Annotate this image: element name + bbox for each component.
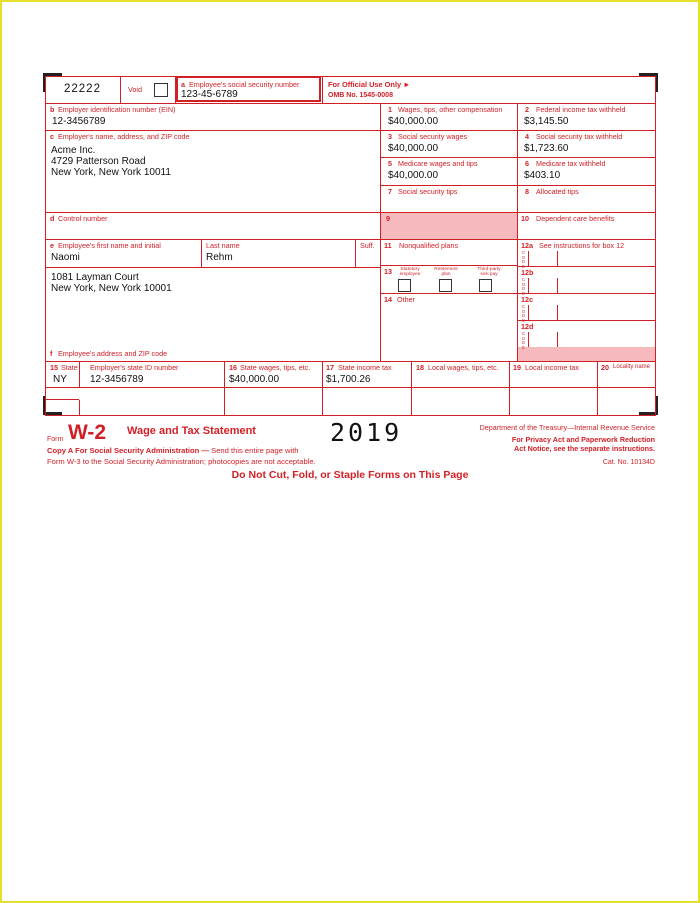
box-17-number: 17: [326, 363, 334, 372]
rule: [45, 387, 655, 388]
box-5-number: 5: [388, 159, 392, 168]
rule: [517, 320, 655, 321]
box-c-label: Employer's name, address, and ZIP code: [58, 132, 190, 141]
third-party-sick-pay-label: Third-party sick pay: [477, 267, 501, 277]
box-6-value[interactable]: $403.10: [524, 170, 561, 181]
treasury-label: Department of the Treasury—Internal Revenue Service: [479, 423, 655, 432]
box-20-label: Locality name: [613, 364, 651, 370]
employee-street[interactable]: 1081 Layman Court: [51, 272, 139, 283]
form-title: Wage and Tax Statement: [127, 425, 256, 437]
box-3-value[interactable]: $40,000.00: [388, 143, 439, 154]
box-12b-number: 12b: [521, 268, 534, 277]
rule: [45, 267, 380, 268]
rule: [411, 361, 412, 416]
do-not-cut-warning: Do Not Cut, Fold, or Staple Forms on This Page: [231, 469, 469, 481]
box-2-label: Federal income tax withheld: [536, 105, 626, 114]
box-18-label: Local wages, tips, etc.: [428, 363, 499, 372]
box-12c-number: 12c: [521, 295, 533, 304]
box-6-number: 6: [525, 159, 529, 168]
box-1-label: Wages, tips, other compensation: [398, 105, 503, 114]
rule: [655, 76, 656, 416]
box-e-letter: e: [50, 241, 54, 250]
rule: [355, 239, 356, 267]
box-11-label: Nonqualified plans: [399, 241, 459, 250]
rule: [380, 265, 517, 266]
box-d-label: Control number: [58, 214, 108, 223]
void-checkbox[interactable]: [154, 83, 168, 97]
rule: [45, 415, 655, 416]
box-16-number: 16: [229, 363, 237, 372]
rule: [45, 103, 655, 104]
box-13-number: 13: [384, 267, 392, 276]
rule: [201, 239, 202, 267]
rule: [557, 278, 558, 293]
retirement-plan-checkbox[interactable]: [439, 279, 452, 292]
box-1-number: 1: [388, 105, 392, 114]
omb-number: OMB No. 1545-0008: [328, 92, 393, 99]
statutory-employee-label: Statutory employee: [399, 267, 421, 277]
rule: [380, 103, 381, 361]
catalog-number: Cat. No. 10134D: [602, 459, 655, 466]
box-2-number: 2: [525, 105, 529, 114]
box-9-shade: [380, 212, 517, 239]
box-6-label: Medicare tax withheld: [536, 159, 606, 168]
box-16-value[interactable]: $40,000.00: [229, 374, 280, 385]
box-12a-label: See instructions for box 12: [539, 241, 625, 250]
ssn-value[interactable]: 123-45-6789: [181, 89, 238, 100]
ssn-label: Employee's social security number: [189, 80, 300, 89]
box-12a-number: 12a: [521, 241, 533, 250]
rule: [380, 130, 655, 131]
box-10-label: Dependent care benefits: [536, 214, 615, 223]
privacy-line1: For Privacy Act and Paperwork Reduction: [511, 435, 655, 444]
rule: [380, 293, 517, 294]
box-2-value[interactable]: $3,145.50: [524, 116, 569, 127]
rule: [79, 400, 80, 416]
box-12d-code-label: C O D E: [521, 331, 526, 350]
box-8-number: 8: [525, 187, 529, 196]
form-code: 22222: [64, 83, 101, 95]
rule: [380, 239, 655, 240]
rule: [509, 361, 510, 416]
box-12c-code-label: C O D E: [521, 304, 526, 323]
copy-a-rest: Send this entire page with: [209, 446, 299, 455]
box-7-label: Social security tips: [398, 187, 458, 196]
box-14-number: 14: [384, 295, 392, 304]
rule: [517, 293, 655, 294]
box-10-number: 10: [521, 214, 529, 223]
rule: [528, 305, 529, 320]
void-label: Void: [128, 85, 142, 94]
box-14-label: Other: [397, 295, 415, 304]
box-12b-code-label: C O D E: [521, 277, 526, 296]
rule: [322, 76, 323, 103]
rule: [45, 361, 655, 362]
copy-a-bold: Copy A For Social Security Administration —: [47, 446, 210, 455]
box-11-number: 11: [384, 241, 392, 250]
employee-first-name[interactable]: Naomi: [51, 252, 80, 263]
employee-city[interactable]: New York, New York 10001: [51, 283, 172, 294]
rule: [380, 212, 655, 213]
rule: [45, 76, 655, 77]
box-4-label: Social security tax withheld: [536, 132, 623, 141]
third-party-sick-pay-checkbox[interactable]: [479, 279, 492, 292]
box-e-label: Employee's first name and initial: [58, 241, 161, 250]
rule: [557, 305, 558, 320]
copy-a-line1: [47, 447, 299, 455]
tax-year: 2019: [330, 418, 403, 447]
rule: [557, 251, 558, 266]
retirement-plan-label: Retirement plan: [434, 267, 458, 277]
rule: [597, 361, 598, 416]
box-f-label: Employee's address and ZIP code: [58, 349, 168, 358]
box-3-label: Social security wages: [398, 132, 468, 141]
rule: [528, 332, 529, 347]
privacy-line2: Act Notice, see the separate instructions.: [514, 444, 655, 453]
box-c-letter: c: [50, 132, 54, 141]
box-17-label: State income tax: [338, 363, 392, 372]
box-7-number: 7: [388, 187, 392, 196]
box-15-label: State: [61, 363, 78, 372]
rule: [509, 377, 510, 387]
rule: [45, 212, 380, 213]
box-17-value[interactable]: $1,700.26: [326, 374, 371, 385]
box-12d-number: 12d: [521, 322, 534, 331]
box-5-label: Medicare wages and tips: [398, 159, 478, 168]
rule: [45, 399, 79, 400]
rule: [322, 361, 323, 416]
state-id-value[interactable]: 12-3456789: [90, 374, 144, 385]
employer-city[interactable]: New York, New York 10011: [51, 167, 171, 178]
box-12a-code-label: C O D E: [521, 250, 526, 269]
box-18-number: 18: [416, 363, 424, 372]
box-15-number: 15: [50, 363, 58, 372]
rule: [528, 251, 529, 266]
official-use-label: For Official Use Only ►: [328, 80, 411, 89]
rule: [380, 157, 655, 158]
employee-last-name[interactable]: Rehm: [206, 252, 233, 263]
rule: [45, 239, 380, 240]
box-1-value[interactable]: $40,000.00: [388, 116, 439, 127]
suffix-label: Suff.: [360, 241, 375, 250]
box-12d-bottom-shade: [517, 347, 655, 361]
state-id-label: Employer's state ID number: [90, 363, 179, 372]
box-b-letter: b: [50, 105, 55, 114]
rule: [45, 76, 46, 416]
box-8-label: Allocated tips: [536, 187, 579, 196]
box-4-number: 4: [525, 132, 529, 141]
rule: [79, 361, 80, 387]
ssn-letter: a: [181, 80, 185, 89]
box-b-label: Employer identification number (EIN): [58, 105, 176, 114]
ein-value[interactable]: 12-3456789: [52, 116, 106, 127]
copy-a-line2: Form W-3 to the Social Security Administration; photocopies are not acceptable.: [47, 457, 316, 466]
box-16-label: State wages, tips, etc.: [240, 363, 311, 372]
box-20-number: 20: [601, 363, 609, 372]
last-name-label: Last name: [206, 241, 240, 250]
statutory-employee-checkbox[interactable]: [398, 279, 411, 292]
box-d-letter: d: [50, 214, 55, 223]
box-19-label: Local income tax: [525, 363, 579, 372]
form-word: Form: [47, 436, 64, 443]
rule: [380, 185, 655, 186]
rule: [557, 332, 558, 347]
rule: [517, 266, 655, 267]
box-f-letter: f: [50, 349, 53, 358]
form-name: W-2: [68, 421, 107, 444]
rule: [224, 361, 225, 416]
box-3-number: 3: [388, 132, 392, 141]
rule: [528, 278, 529, 293]
employer-street[interactable]: 4729 Patterson Road: [51, 156, 146, 167]
rule: [45, 130, 380, 131]
box-19-number: 19: [513, 363, 521, 372]
rule: [120, 76, 121, 103]
box-4-value[interactable]: $1,723.60: [524, 143, 569, 154]
employer-name[interactable]: Acme Inc.: [51, 145, 96, 156]
box-9-number: 9: [386, 214, 390, 223]
rule: [517, 103, 518, 361]
box-5-value[interactable]: $40,000.00: [388, 170, 439, 181]
state-value[interactable]: NY: [53, 374, 67, 385]
